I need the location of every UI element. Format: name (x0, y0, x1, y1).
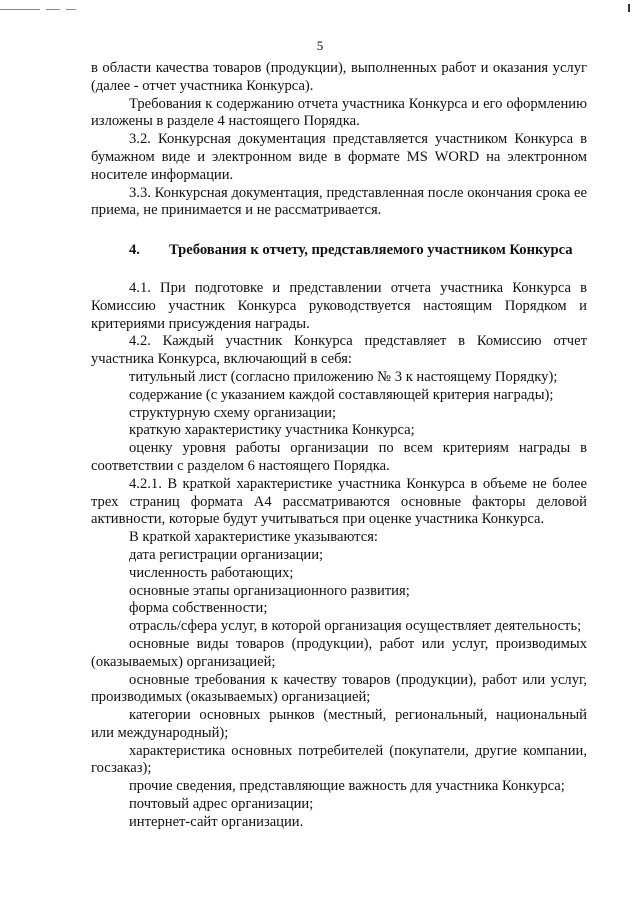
list-item: прочие сведения, представляющие важность для участника Конкурса; (129, 778, 565, 795)
list-item: титульный лист (согласно приложению № 3 к настоящему Порядку); (129, 368, 558, 385)
list-item: содержание (с указанием каждой составляющей критерия награды); (129, 386, 554, 403)
section-heading (91, 242, 587, 260)
paragraph: 4.2.1. В краткой характеристике участника Конкурса в объеме не более трех страниц формата А4 рассматриваются основные факторы деловой активности, которые будут учитываться при оценке участника Конкурса. (91, 475, 587, 528)
list-item: интернет-сайт организации. (129, 813, 304, 830)
list-item: категории основных рынков (местный, региональный, национальный или международный); (91, 707, 587, 741)
paragraph: 3.2. Конкурсная документация представляется участником Конкурса в бумажном виде и электронном виде в формате MS WORD на электронном носителе информации. (91, 131, 587, 183)
list-item: почтовый адрес организации; (129, 796, 314, 813)
scan-artifact-line (46, 9, 60, 10)
list-item: основные виды товаров (продукции), работ или услуг, производимых (оказываемых) организацией; (91, 635, 587, 670)
scan-artifact-mark (628, 4, 630, 12)
paragraph: 4.1. При подготовке и представлении отчета участника Конкурса в Комиссию участник Конкурса руководствуется настоящим Порядком и критериями присуждения награды. (91, 279, 587, 332)
paragraph: в области качества товаров (продукции), выполненных работ и оказания услуг (далее - отчет участника Конкурса). (91, 60, 587, 94)
document-body (91, 60, 587, 832)
scan-artifact-line (0, 9, 40, 10)
paragraph: Требования к содержанию отчета участника Конкурса и его оформлению изложены в разделе 4 настоящего Порядка. (91, 95, 587, 130)
list-item: структурную схему организации; (129, 404, 337, 421)
list-item: дата регистрации организации; (129, 546, 324, 563)
list-item: краткую характеристику участника Конкурса; (129, 422, 415, 439)
list-item: характеристика основных потребителей (покупатели, другие компании, госзаказ); (91, 742, 587, 777)
section-title: Требования к отчету, представляемого участником Конкурса (169, 242, 573, 259)
list-item: численность работающих; (129, 564, 294, 581)
list-item: отрасль/сфера услуг, в которой организация осуществляет деятельность; (129, 618, 582, 635)
list-item: основные требования к качеству товаров (продукции), работ или услуг, производимых (оказываемых) организацией; (91, 671, 587, 706)
scan-artifact-line (66, 9, 76, 10)
paragraph: 3.3. Конкурсная документация, представленная после окончания срока ее приема, не принимается и не рассматривается. (91, 184, 587, 219)
list-item: основные этапы организационного развития; (129, 582, 410, 599)
paragraph: 4.2. Каждый участник Конкурса представляет в Комиссию отчет участника Конкурса, включающий в себя: (91, 333, 587, 368)
list-item: форма собственности; (129, 600, 268, 617)
list-item: оценку уровня работы организации по всем критериям награды в соответствии с разделом 6 настоящего Порядка. (91, 440, 587, 474)
paragraph: В краткой характеристике указываются: (129, 529, 378, 546)
section-number: 4. (129, 242, 140, 259)
page-number: 5 (316, 38, 324, 53)
